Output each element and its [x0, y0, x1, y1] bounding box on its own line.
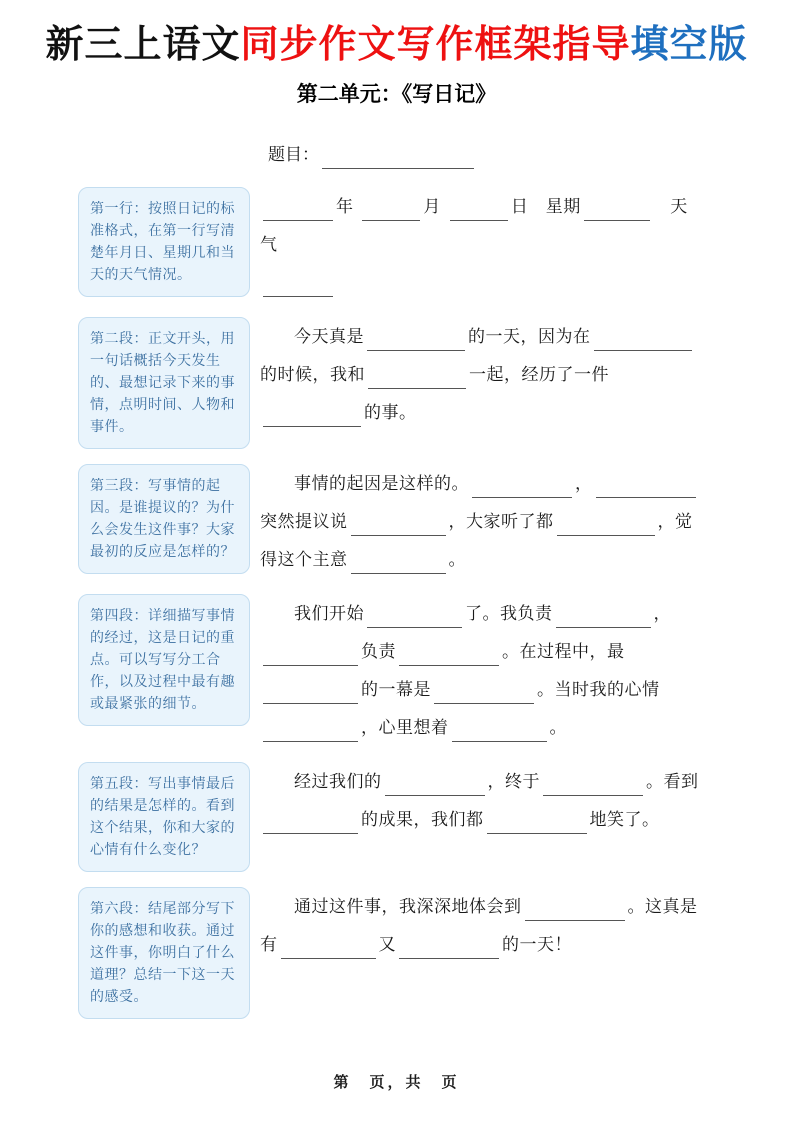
blank-line: [434, 703, 534, 704]
content-text: 一起，经历了一件: [469, 365, 609, 385]
blank-line: [362, 220, 420, 221]
fill-in-paragraph: [260, 464, 702, 579]
unit-subtitle: 第二单元：《写日记》: [296, 81, 497, 106]
content-text: 又: [378, 935, 396, 955]
blank-line: [543, 795, 643, 796]
blank-line: [399, 665, 499, 666]
fill-in-paragraph: [260, 762, 702, 839]
content-text: 的一天！: [502, 935, 572, 955]
title-part-red: 同步作文写作框架指导: [240, 22, 631, 66]
blank-line: [351, 573, 446, 574]
content-text: 了。我负责: [465, 604, 553, 624]
instruction-box: 第二段：正文开头，用一句话概括今天发生的、最想记录下来的事情，点明时间、人物和事件。: [78, 317, 250, 449]
content-text: 的事。: [364, 403, 417, 423]
instruction-box: 第一行：按照日记的标准格式，在第一行写清楚年月日、星期几和当天的天气情况。: [78, 187, 250, 297]
instruction-box: 第六段：结尾部分写下你的感想和收获。通过这件事，你明白了什么道理？总结一下这一天的感受。: [78, 887, 250, 1019]
content-text: 突然提议说: [260, 512, 348, 532]
fill-in-paragraph: [260, 317, 702, 432]
content-text: ，心里想着: [361, 718, 449, 738]
blank-line: [281, 958, 376, 959]
content-text: 通过这件事，我深深地体会到: [294, 897, 522, 917]
blank-line: [450, 220, 508, 221]
content-text: ，大家听了都: [448, 512, 554, 532]
blank-line: [263, 665, 358, 666]
blank-line: [399, 958, 499, 959]
blank-line: [367, 627, 462, 628]
section-5: [78, 762, 793, 872]
topic-blank-line: [322, 168, 474, 169]
fill-in-paragraph: [260, 887, 702, 964]
content-text: 的一幕是: [361, 680, 431, 700]
blank-line: [584, 220, 650, 221]
section-3: [78, 464, 793, 579]
blank-line: [263, 296, 333, 297]
section-1: [78, 187, 793, 302]
content-text: 的时候，我和: [260, 365, 365, 385]
blank-line: [367, 350, 465, 351]
content-text: 日 星期: [510, 197, 581, 217]
page-footer: 第 页，共 页: [333, 1073, 460, 1091]
instruction-box: 第三段：写事情的起因。是谁提议的？为什么会发生这件事？大家最初的反应是怎样的？: [78, 464, 250, 574]
blank-line: [472, 497, 572, 498]
blank-line: [263, 741, 358, 742]
content-text: 年: [336, 197, 360, 217]
section-4: [78, 594, 793, 747]
blank-line: [557, 535, 655, 536]
fill-in-paragraph: [260, 594, 702, 747]
content-text: 月: [423, 197, 447, 217]
content-text: 地笑了。: [589, 810, 660, 830]
title-part-black: 新三上语文: [45, 22, 241, 66]
blank-line: [487, 833, 587, 834]
blank-line: [556, 627, 651, 628]
fill-in-paragraph: [260, 187, 702, 302]
content-text: ，终于: [487, 772, 540, 792]
content-text: 负责: [361, 642, 396, 662]
blank-line: [594, 350, 692, 351]
content-text: 我们开始: [294, 604, 364, 624]
content-text: ，: [575, 474, 593, 494]
sections-list: [0, 187, 793, 1019]
content-text: 的成果，我们都: [361, 810, 484, 830]
content-text: 。: [448, 550, 466, 570]
section-6: [78, 887, 793, 1019]
content-text: 经过我们的: [294, 772, 382, 792]
blank-line: [385, 795, 485, 796]
content-text: ，觉得这个主意: [260, 512, 693, 570]
content-text: 。在过程中，最: [502, 642, 625, 662]
instruction-box: 第四段：详细描写事情的经过，这是日记的重点。可以写写分工合作，以及过程中最有趣或最紧张的细节。: [78, 594, 250, 726]
blank-line: [263, 703, 358, 704]
content-text: 。: [549, 718, 567, 738]
blank-line: [368, 388, 466, 389]
content-text: 今天真是: [294, 327, 364, 347]
blank-line: [525, 920, 625, 921]
content-text: 的一天，因为在: [468, 327, 591, 347]
content-text: 。看到: [646, 772, 699, 792]
blank-line: [351, 535, 446, 536]
content-text: ，: [653, 604, 671, 624]
content-text: 。当时我的心情: [537, 680, 660, 700]
topic-label: 题目：: [268, 145, 319, 165]
blank-line: [596, 497, 696, 498]
section-2: [78, 317, 793, 449]
page-title: [0, 0, 793, 68]
content-text: 事情的起因是这样的。: [294, 474, 469, 494]
topic-row: [268, 143, 793, 167]
blank-line: [452, 741, 547, 742]
instruction-box: 第五段：写出事情最后的结果是怎样的。看到这个结果，你和大家的心情有什么变化？: [78, 762, 250, 872]
title-part-blue: 填空版: [630, 22, 748, 66]
blank-line: [263, 833, 358, 834]
blank-line: [263, 426, 361, 427]
content-text: 。这真是有: [260, 897, 698, 955]
blank-line: [263, 220, 333, 221]
content-text: 天气: [260, 197, 688, 255]
